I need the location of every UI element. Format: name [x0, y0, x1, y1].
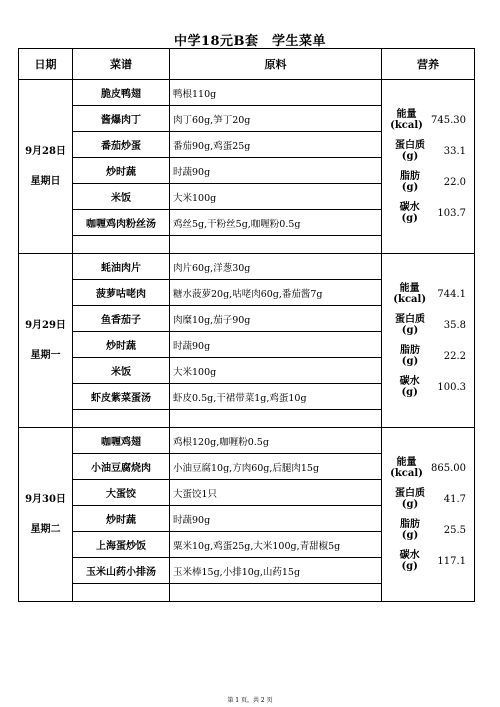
- blank-dish-cell: [73, 410, 170, 428]
- nutrition-fat-label: [382, 519, 438, 541]
- nutrition-protein-value: 35.8: [443, 319, 466, 331]
- nutrition-cell: [382, 254, 475, 428]
- dish-ingredients: 番茄90g,鸡蛋25g: [170, 132, 382, 158]
- dish-ingredients: 小油豆腐10g,方肉60g,后腿肉15g: [170, 454, 382, 480]
- nutrition-energy-unit: (kcal): [393, 294, 427, 305]
- nutrition-energy-label: [382, 283, 437, 305]
- dish-ingredients: 糖水菠萝20g,咕咾肉60g,番茄酱7g: [170, 280, 382, 306]
- page-footer: 第 1 页，共 2 页: [227, 697, 273, 704]
- nutrition-carb-name: 碳水: [399, 550, 420, 561]
- dish-ingredients: 时蔬90g: [170, 158, 382, 184]
- nutrition-carb-unit: (g): [401, 387, 418, 398]
- nutrition-fat-row: [382, 515, 474, 546]
- blank-dish-cell: [73, 584, 170, 602]
- dish-ingredients: 鸭根110g: [170, 80, 382, 106]
- header-nutrition: 营养: [382, 49, 475, 80]
- nutrition-protein-name: 蛋白质: [395, 314, 425, 325]
- nutrition-protein-unit: (g): [401, 151, 419, 162]
- dish-ingredients: 肉糜10g,茄子90g: [170, 306, 382, 332]
- nutrition-fat-row: [382, 167, 474, 198]
- nutrition-energy-row: [382, 279, 474, 310]
- nutrition-protein-label: [382, 314, 438, 336]
- dish-name: 脆皮鸭翅: [73, 80, 170, 106]
- day-cell: [19, 428, 73, 602]
- day-cell: [19, 254, 73, 428]
- nutrition-fat-value: 22.2: [443, 350, 466, 362]
- dish-ingredients: 大米100g: [170, 184, 382, 210]
- nutrition-fat-unit: (g): [401, 356, 419, 367]
- date-label: 9月28日: [25, 145, 66, 157]
- dish-name: 炒时蔬: [73, 158, 170, 184]
- weekday-label: 星期二: [30, 523, 61, 535]
- header-ingredients: 原料: [170, 49, 382, 80]
- dish-ingredients: 玉米棒15g,小排10g,山药15g: [170, 558, 382, 584]
- dish-ingredients: 肉丁60g,笋丁20g: [170, 106, 382, 132]
- nutrition-fat-row: [382, 341, 474, 372]
- nutrition-energy-row: [382, 105, 474, 136]
- nutrition-carb-row: [382, 372, 474, 403]
- dish-name: 番茄炒蛋: [73, 132, 170, 158]
- menu-row: [19, 428, 475, 454]
- dish-name: 咖喱鸡翅: [73, 428, 170, 454]
- nutrition-carb-row: [382, 198, 474, 229]
- nutrition-protein-row: [382, 136, 474, 167]
- dish-ingredients: 大蛋饺1只: [170, 480, 382, 506]
- menu-table: [18, 48, 475, 602]
- nutrition-carb-unit: (g): [401, 213, 418, 224]
- nutrition-fat-name: 脂肪: [400, 171, 420, 182]
- dish-name: 酱爆肉丁: [73, 106, 170, 132]
- nutrition-carb-value: 103.7: [437, 207, 466, 219]
- nutrition-carb-row: [382, 546, 474, 577]
- nutrition-energy-name: 能量: [399, 283, 420, 294]
- nutrition-protein-name: 蛋白质: [395, 488, 425, 499]
- nutrition-energy-row: [382, 453, 474, 484]
- nutrition-fat-value: 25.5: [443, 524, 466, 536]
- nutrition-fat-name: 脂肪: [400, 519, 420, 530]
- nutrition-cell: [382, 428, 475, 602]
- dish-name: 小油豆腐烧肉: [73, 454, 170, 480]
- dish-name: 鱼香茄子: [73, 306, 170, 332]
- dish-ingredients: 大米100g: [170, 358, 382, 384]
- blank-ingredients-cell: [170, 584, 382, 602]
- nutrition-fat-value: 22.0: [443, 176, 466, 188]
- nutrition-fat-unit: (g): [401, 530, 419, 541]
- nutrition-energy-name: 能量: [396, 109, 417, 120]
- nutrition-protein-label: [382, 488, 438, 510]
- dish-ingredients: 鸡根120g,咖喱粉0.5g: [170, 428, 382, 454]
- date-label: 9月30日: [25, 493, 66, 505]
- nutrition-protein-name: 蛋白质: [395, 140, 425, 151]
- dish-name: 米饭: [73, 358, 170, 384]
- date-label: 9月29日: [25, 319, 66, 331]
- nutrition-carb-value: 100.3: [437, 381, 466, 393]
- day-cell: [19, 80, 73, 254]
- dish-name: 米饭: [73, 184, 170, 210]
- nutrition-carb-unit: (g): [401, 561, 418, 572]
- dish-name: 菠萝咕咾肉: [73, 280, 170, 306]
- nutrition-energy-value: 745.30: [431, 114, 466, 126]
- nutrition-carb-name: 碳水: [399, 376, 420, 387]
- nutrition-protein-row: [382, 310, 474, 341]
- nutrition-cell: [382, 80, 475, 254]
- header-dish: 菜谱: [73, 49, 170, 80]
- blank-dish-cell: [73, 236, 170, 254]
- nutrition-protein-value: 41.7: [443, 493, 466, 505]
- nutrition-energy-value: 865.00: [431, 462, 466, 474]
- nutrition-energy-unit: (kcal): [390, 120, 423, 131]
- dish-name: 玉米山药小排汤: [73, 558, 170, 584]
- nutrition-energy-name: 能量: [396, 457, 417, 468]
- dish-name: 大蛋饺: [73, 480, 170, 506]
- dish-ingredients: 肉片60g,洋葱30g: [170, 254, 382, 280]
- nutrition-protein-label: [382, 140, 438, 162]
- dish-ingredients: 虾皮0.5g,干裙带菜1g,鸡蛋10g: [170, 384, 382, 410]
- menu-row: [19, 254, 475, 280]
- header-date: 日期: [19, 49, 73, 80]
- nutrition-protein-unit: (g): [401, 325, 419, 336]
- weekday-label: 星期日: [30, 175, 61, 187]
- nutrition-carb-label: [382, 550, 437, 572]
- nutrition-energy-value: 744.1: [437, 288, 466, 300]
- nutrition-carb-label: [382, 376, 437, 398]
- nutrition-energy-label: [382, 109, 431, 131]
- dish-ingredients: 鸡丝5g,干粉丝5g,咖喱粉0.5g: [170, 210, 382, 236]
- page-title: 中学18元B套 学生菜单: [173, 34, 327, 49]
- nutrition-protein-value: 33.1: [443, 145, 466, 157]
- header-row: [19, 49, 475, 80]
- nutrition-energy-unit: (kcal): [390, 468, 423, 479]
- nutrition-fat-label: [382, 345, 438, 367]
- nutrition-energy-label: [382, 457, 431, 479]
- dish-ingredients: 时蔬90g: [170, 332, 382, 358]
- dish-name: 上海蛋炒饭: [73, 532, 170, 558]
- dish-name: 咖喱鸡肉粉丝汤: [73, 210, 170, 236]
- nutrition-fat-name: 脂肪: [400, 345, 420, 356]
- dish-name: 蚝油肉片: [73, 254, 170, 280]
- nutrition-fat-label: [382, 171, 438, 193]
- dish-name: 炒时蔬: [73, 332, 170, 358]
- nutrition-carb-value: 117.1: [437, 555, 466, 567]
- dish-ingredients: 粟米10g,鸡蛋25g,大米100g,青甜椒5g: [170, 532, 382, 558]
- nutrition-carb-label: [382, 202, 437, 224]
- dish-name: 虾皮紫菜蛋汤: [73, 384, 170, 410]
- dish-name: 炒时蔬: [73, 506, 170, 532]
- nutrition-protein-row: [382, 484, 474, 515]
- dish-ingredients: 时蔬90g: [170, 506, 382, 532]
- blank-ingredients-cell: [170, 410, 382, 428]
- nutrition-fat-unit: (g): [401, 182, 419, 193]
- nutrition-carb-name: 碳水: [399, 202, 420, 213]
- nutrition-protein-unit: (g): [401, 499, 419, 510]
- blank-ingredients-cell: [170, 236, 382, 254]
- weekday-label: 星期一: [30, 349, 61, 361]
- menu-row: [19, 80, 475, 106]
